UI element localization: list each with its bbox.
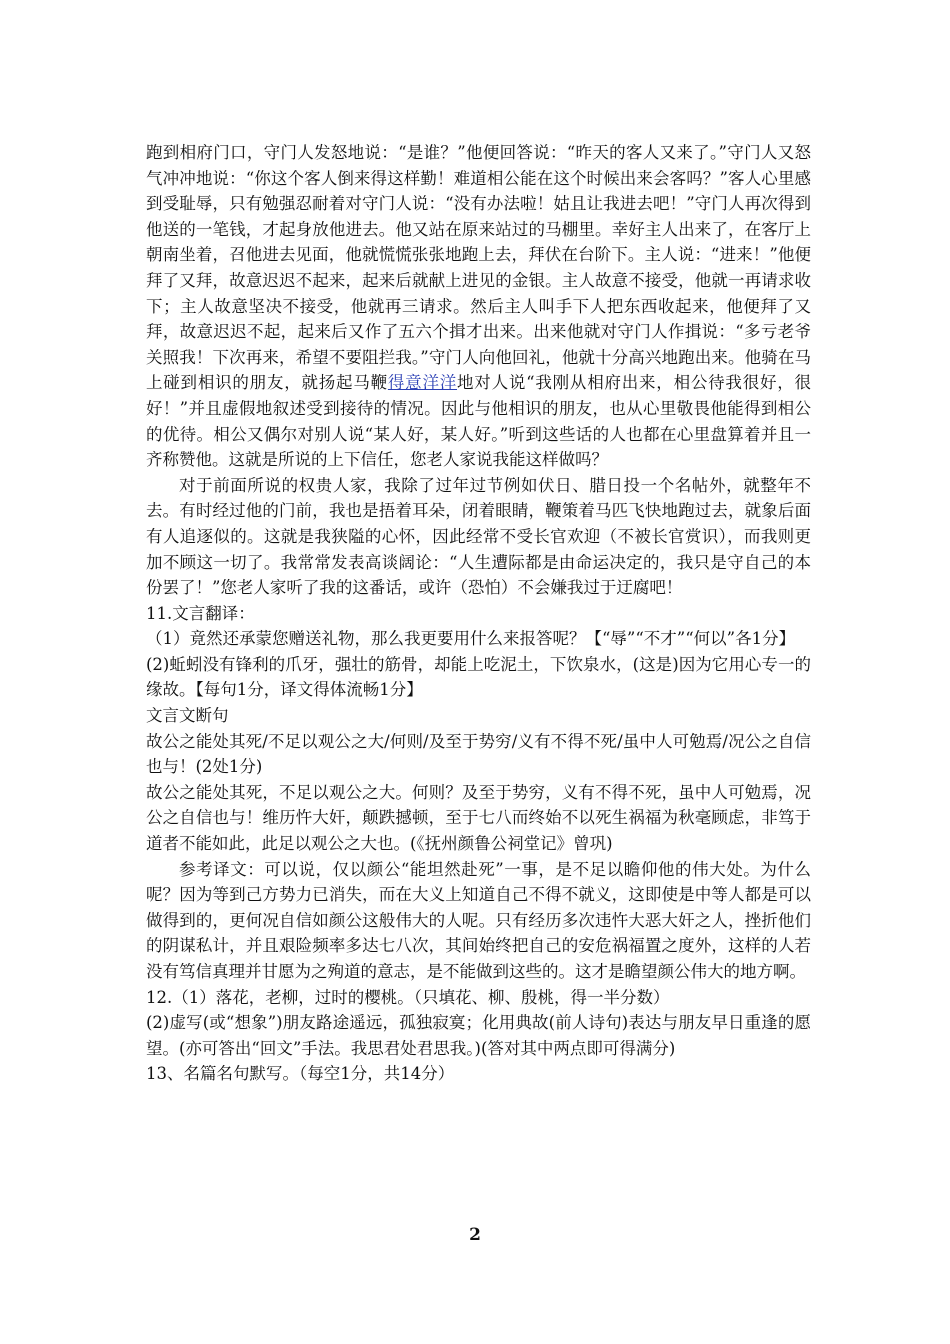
question-13-heading: 13、名篇名句默写。（每空1分，共14分）: [146, 1064, 455, 1084]
duanju-original-text: 故公之能处其死，不足以观公之大。何则？及至于势穷，义有不得不死，虽中人可勉焉，况公之自信也与！维历忤大奸，颠跌撼顿，至于七八而终始不以死生祸福为秋毫顾虑，非笃于道者不能如此，此足以观公之大也。(《抚州颜鲁公祠堂记》曾巩): [146, 782, 811, 854]
question-11-answer-1: （1）竟然还承蒙您赠送礼物，那么我更要用什么来报答呢？【“辱”“不才”“何以”各1分】: [146, 629, 796, 649]
text-run: 地对人说“我刚从相府出来，相公待我很好，很好！”并且虚假地叙述受到接待的情况。因此与他相识的朋友，也从心里敬畏他能得到相公的优待。相公又偶尔对别人说“某人好，某人好。”听到这些话的人也都在心里盘算着并且一齐称赞他。这就是所说的上下信任，您老人家说我能这样做吗？: [146, 373, 812, 470]
document-page: [146, 140, 811, 1087]
question-12-answer-2: (2)虚写(或“想象”)朋友路途遥远，孤独寂寞；化用典故(前人诗句)表达与朋友早日重逢的愿望。(亦可答出“回文”手法。我思君处君思我。)(答对其中两点即可得满分): [146, 1013, 811, 1058]
text-run: 跑到相府门口，守门人发怒地说：“是谁？”他便回答说：“昨天的客人又来了。”守门人又怒气冲冲地说：“你这个客人倒来得这样勤！难道相公能在这个时候出来会客吗？”客人心里感到受耻辱，只有勉强忍耐着对守门人说：“没有办法啦！姑且让我进去吧！”守门人再次得到他送的一笔钱，才起身放他进去。他又站在原来站过的马棚里。幸好主人出来了，在客厅上朝南坐着，召他进去见面，他就慌慌张张地跑上去，拜伏在台阶下。主人说：“进来！”他便拜了又拜，故意迟迟不起来，起来后就献上进见的金银。主人故意不接受，他就一再请求收下；主人故意坚决不接受，他就再三请求。然后主人叫手下人把东西收起来，他便拜了又拜，故意迟迟不起，起来后又作了五六个揖才出来。出来他就对守门人作揖说：“多亏老爷关照我！下次再来，希望不要阻拦我。”守门人向他回礼，他就十分高兴地跑出来。他骑在马上碰到相识的朋友，就扬起马鞭: [146, 143, 811, 393]
duanju-heading: 文言文断句: [146, 706, 229, 726]
paragraph-translation-2: 对于前面所说的权贵人家，我除了过年过节例如伏日、腊日投一个名帖外，就整年不去。有时经过他的门前，我也是捂着耳朵，闭着眼睛，鞭策着马匹飞快地跑过去，就象后面有人追逐似的。这就是我狭隘的心怀，因此经常不受长官欢迎（不被长官赏识），而我则更加不顾这一切了。我常常发表高谈阔论：“人生遭际都是由命运决定的，我只是守自己的本份罢了！”您老人家听了我的这番话，或许（恐怕）不会嫌我过于迂腐吧！: [146, 475, 811, 598]
question-11-answer-2: (2)蚯蚓没有锋利的爪牙，强壮的筋骨，却能上吃泥土，下饮泉水，(这是)因为它用心专一的缘故。【每句1分，译文得体流畅1分】: [146, 654, 811, 700]
question-11-heading: 11.文言翻译：: [146, 603, 255, 623]
duanju-answer: 故公之能处其死/不足以观公之大/何则/及至于势穷/义有不得不死/虽中人可勉焉/况公之自信也与！(2处1分): [146, 731, 811, 777]
question-12-answer-1: 12.（1）落花，老柳，过时的樱桃。（只填花、柳、殷桃，得一半分数）: [146, 987, 670, 1007]
hyperlink-deyiyangyang[interactable]: 得意洋洋: [387, 373, 458, 393]
reference-translation: 参考译文：可以说，仅以颜公“能坦然赴死”一事，是不足以瞻仰他的伟大处。为什么呢？因为等到己方势力已消失，而在大义上知道自己不得不就义，这即使是中等人都是可以做得到的，更何况自信如颜公这般伟大的人呢。只有经历多次违忤大恶大奸之人，挫折他们的阴谋私计，并且艰险频率多达七八次，其间始终把自己的安危祸福置之度外，这样的人若没有笃信真理并甘愿为之殉道的意志，是不能做到这些的。这才是瞻望颜公伟大的地方啊。: [146, 859, 811, 981]
paragraph-translation-1: [146, 140, 811, 473]
page-number: 2: [469, 1225, 481, 1245]
